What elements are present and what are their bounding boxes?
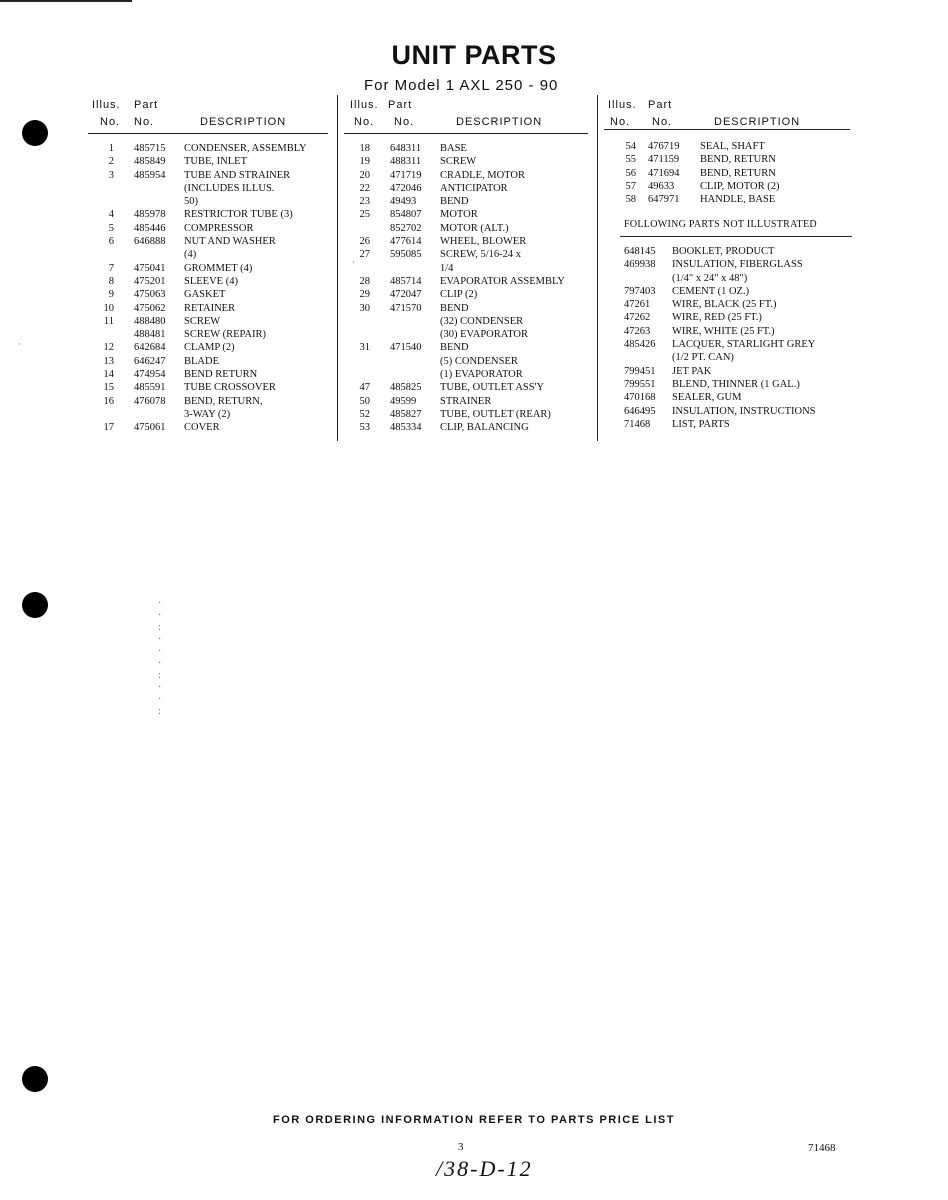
illus-number: 52 xyxy=(359,408,370,420)
table-row xyxy=(344,262,590,275)
part-description: (1) EVAPORATOR xyxy=(440,369,523,381)
part-header: Part xyxy=(388,99,413,111)
table-row xyxy=(88,235,330,248)
part-description: SCREW (REPAIR) xyxy=(184,329,266,341)
part-header: Part xyxy=(134,99,159,111)
part-description: SLEEVE (4) xyxy=(184,275,238,287)
part-number: 485849 xyxy=(134,156,166,168)
header-rule-3 xyxy=(604,129,850,130)
part-description: COVER xyxy=(184,422,220,434)
illus-header: Illus. xyxy=(608,99,637,111)
illus-no-header: No. xyxy=(610,116,631,128)
table-row xyxy=(344,208,590,221)
scan-mark: · xyxy=(18,340,21,349)
part-description: LIST, PARTS xyxy=(672,418,730,430)
illus-number: 50 xyxy=(359,395,370,407)
part-description: CLAMP (2) xyxy=(184,342,235,354)
not-illustrated-list xyxy=(604,245,854,431)
part-description: BEND xyxy=(440,302,469,314)
part-description: NUT AND WASHER xyxy=(184,236,276,248)
illus-number: 5 xyxy=(108,222,114,234)
description-header: DESCRIPTION xyxy=(456,116,543,128)
part-description: TUBE CROSSOVER xyxy=(184,382,276,394)
part-number: 475201 xyxy=(134,275,166,287)
table-row xyxy=(344,142,590,155)
illus-header: Illus. xyxy=(350,99,379,111)
part-number: 71468 xyxy=(624,418,651,430)
part-description: SEAL, SHAFT xyxy=(700,141,765,152)
part-description: BEND xyxy=(440,342,469,354)
part-description: SCREW xyxy=(184,315,221,327)
table-row xyxy=(344,222,590,235)
illus-number: 22 xyxy=(359,182,370,194)
part-description: RETAINER xyxy=(184,302,236,314)
table-row xyxy=(604,140,854,153)
table-row xyxy=(88,182,330,195)
table-row xyxy=(88,169,330,182)
parts-column-1 xyxy=(88,97,330,133)
table-row xyxy=(344,328,590,341)
table-row xyxy=(604,167,854,180)
table-row xyxy=(604,258,854,271)
table-row xyxy=(344,355,590,368)
top-edge-rule xyxy=(0,0,132,2)
part-description: (32) CONDENSER xyxy=(440,315,524,327)
part-number: 646247 xyxy=(134,355,166,367)
part-number: 488481 xyxy=(134,329,166,341)
illus-number: 31 xyxy=(359,342,370,354)
illus-number: 11 xyxy=(103,315,114,327)
part-description: BLADE xyxy=(184,355,219,367)
table-row xyxy=(88,328,330,341)
illus-number: 30 xyxy=(359,302,370,314)
illus-number: 47 xyxy=(359,382,370,394)
page-title: UNIT PARTS xyxy=(391,40,557,70)
illus-number: 6 xyxy=(108,236,114,248)
part-number: 485978 xyxy=(134,209,166,221)
part-no-header: No. xyxy=(394,116,415,128)
illus-number: 15 xyxy=(103,382,114,394)
illus-number: 25 xyxy=(359,209,370,221)
part-description: BEND xyxy=(440,196,469,208)
table-row xyxy=(88,315,330,328)
part-number: 485591 xyxy=(134,382,166,394)
parts-column-2 xyxy=(344,97,590,133)
table-row xyxy=(344,155,590,168)
part-number: 477614 xyxy=(390,236,422,248)
part-description: CLIP (2) xyxy=(440,289,478,301)
illus-number: 2 xyxy=(108,156,114,168)
part-number: 475061 xyxy=(134,422,166,434)
illus-number: 54 xyxy=(625,141,636,152)
part-number: 646888 xyxy=(134,236,166,248)
part-description: BLEND, THINNER (1 GAL.) xyxy=(672,378,800,390)
part-description: WIRE, BLACK (25 FT.) xyxy=(672,299,777,311)
table-row xyxy=(344,275,590,288)
part-number: 47261 xyxy=(624,299,651,311)
part-description: EVAPORATOR ASSEMBLY xyxy=(440,275,565,287)
part-number: 485426 xyxy=(624,339,656,351)
part-number: 595085 xyxy=(390,249,422,261)
table-row xyxy=(604,311,854,324)
illus-number: 26 xyxy=(359,236,370,248)
illus-number: 16 xyxy=(103,395,114,407)
illus-number: 10 xyxy=(103,302,114,314)
column-header xyxy=(344,97,590,133)
part-number: 471540 xyxy=(390,342,422,354)
part-description: CLIP, MOTOR (2) xyxy=(700,180,780,192)
table-row xyxy=(344,408,590,421)
part-number: 642684 xyxy=(134,342,166,354)
illus-number: 23 xyxy=(359,196,370,208)
part-description: TUBE, OUTLET ASS'Y xyxy=(440,382,545,394)
part-number: 471694 xyxy=(648,167,680,179)
column-divider-2 xyxy=(597,95,598,441)
part-number: 799551 xyxy=(624,378,656,390)
parts-list-3 xyxy=(604,140,854,206)
not-illustrated-rule xyxy=(620,236,852,237)
parts-list-1 xyxy=(88,142,330,435)
table-row xyxy=(88,155,330,168)
part-description: (5) CONDENSER xyxy=(440,355,518,367)
part-number: 648311 xyxy=(390,143,422,154)
part-number: 475062 xyxy=(134,302,166,314)
part-description: BASE xyxy=(440,143,467,154)
part-number: 485446 xyxy=(134,222,166,234)
table-row xyxy=(88,395,330,408)
part-description: TUBE AND STRAINER xyxy=(184,169,291,181)
part-description: BOOKLET, PRODUCT xyxy=(672,246,775,257)
part-number: 648145 xyxy=(624,246,656,257)
part-number: 474954 xyxy=(134,369,166,381)
part-number: 797403 xyxy=(624,285,656,297)
part-description: CLIP, BALANCING xyxy=(440,422,529,434)
table-row xyxy=(604,285,854,298)
part-description: INSULATION, INSTRUCTIONS xyxy=(672,405,816,417)
part-number: 488480 xyxy=(134,315,166,327)
illus-number: 53 xyxy=(359,422,370,434)
part-number: 471159 xyxy=(648,154,680,166)
illus-number: 12 xyxy=(103,342,114,354)
part-description: SCREW xyxy=(440,156,477,168)
illus-no-header: No. xyxy=(354,116,375,128)
table-row xyxy=(88,288,330,301)
header-rule-1 xyxy=(88,133,328,134)
part-description: LACQUER, STARLIGHT GREY xyxy=(672,339,816,351)
table-row xyxy=(88,275,330,288)
part-no-header: No. xyxy=(652,116,673,128)
part-description: JET PAK xyxy=(672,365,712,377)
part-description: BEND RETURN xyxy=(184,369,258,381)
table-row xyxy=(604,272,854,285)
part-description: BEND, RETURN xyxy=(700,154,776,166)
table-row xyxy=(604,391,854,404)
part-description: (30) EVAPORATOR xyxy=(440,329,528,341)
description-header: DESCRIPTION xyxy=(714,116,801,128)
part-number: 475041 xyxy=(134,262,166,274)
table-row xyxy=(88,302,330,315)
illus-header: Illus. xyxy=(92,99,121,111)
table-row xyxy=(88,248,330,261)
table-row xyxy=(88,381,330,394)
part-description: 50) xyxy=(184,196,198,208)
part-number: 475063 xyxy=(134,289,166,301)
part-number: 470168 xyxy=(624,392,656,404)
part-number: 488311 xyxy=(390,156,422,168)
table-row xyxy=(604,325,854,338)
table-row xyxy=(88,341,330,354)
part-description: (INCLUDES ILLUS. xyxy=(184,182,275,194)
illus-no-header: No. xyxy=(100,116,121,128)
table-row xyxy=(604,365,854,378)
part-description: BEND, RETURN xyxy=(700,167,776,179)
part-description: WIRE, WHITE (25 FT.) xyxy=(672,325,775,337)
table-row xyxy=(604,298,854,311)
part-number: 647971 xyxy=(648,194,680,206)
table-row xyxy=(604,338,854,351)
part-number: 476719 xyxy=(648,141,680,152)
part-number: 47263 xyxy=(624,325,651,337)
part-description: CEMENT (1 OZ.) xyxy=(672,285,750,297)
part-description: TUBE, INLET xyxy=(184,156,247,168)
table-row xyxy=(344,341,590,354)
part-description: WIRE, RED (25 FT.) xyxy=(672,312,762,324)
table-row xyxy=(88,368,330,381)
table-row xyxy=(88,222,330,235)
part-description: SEALER, GUM xyxy=(672,392,742,404)
illus-number: 27 xyxy=(359,249,370,261)
part-description: GASKET xyxy=(184,289,226,301)
table-row xyxy=(344,169,590,182)
part-number: 469938 xyxy=(624,259,656,271)
header-rule-2 xyxy=(344,133,588,134)
part-number: 485827 xyxy=(390,408,422,420)
part-header: Part xyxy=(648,99,673,111)
illus-number: 8 xyxy=(108,275,114,287)
table-row xyxy=(604,378,854,391)
part-no-header: No. xyxy=(134,116,155,128)
table-row xyxy=(88,208,330,221)
illus-number: 58 xyxy=(625,194,636,206)
table-row xyxy=(88,262,330,275)
part-description: (4) xyxy=(184,249,197,261)
part-number: 485334 xyxy=(390,422,422,434)
part-description: COMPRESSOR xyxy=(184,222,254,234)
part-number: 854807 xyxy=(390,209,422,221)
table-row xyxy=(344,381,590,394)
part-description: 1/4 xyxy=(440,262,454,274)
table-row xyxy=(88,408,330,421)
table-row xyxy=(344,182,590,195)
illus-number: 4 xyxy=(108,209,114,221)
table-row xyxy=(344,288,590,301)
column-divider-1 xyxy=(337,95,338,441)
column-header xyxy=(604,97,854,133)
table-row xyxy=(88,355,330,368)
punch-hole-bottom xyxy=(22,1066,48,1092)
part-number: 852702 xyxy=(390,222,422,234)
table-row xyxy=(344,395,590,408)
table-row xyxy=(344,315,590,328)
part-description: STRAINER xyxy=(440,395,492,407)
part-description: ANTICIPATOR xyxy=(440,182,508,194)
illus-number: 13 xyxy=(103,355,114,367)
parts-column-3 xyxy=(604,97,854,133)
part-number: 485954 xyxy=(134,169,166,181)
table-row xyxy=(344,195,590,208)
part-number: 485714 xyxy=(390,275,422,287)
table-row xyxy=(604,351,854,364)
table-row xyxy=(604,245,854,258)
table-row xyxy=(344,248,590,261)
table-row xyxy=(344,302,590,315)
table-row xyxy=(604,153,854,166)
illus-number: 9 xyxy=(108,289,114,301)
table-row xyxy=(604,193,854,206)
illus-number: 3 xyxy=(108,169,114,181)
table-row xyxy=(344,368,590,381)
illus-number: 14 xyxy=(103,369,114,381)
model-subtitle: For Model 1 AXL 250 - 90 xyxy=(364,77,559,94)
illus-number: 57 xyxy=(625,180,636,192)
part-description: TUBE, OUTLET (REAR) xyxy=(440,408,551,420)
illus-number: 29 xyxy=(359,289,370,301)
table-row xyxy=(344,235,590,248)
part-description: MOTOR (ALT.) xyxy=(440,222,509,234)
column-header xyxy=(88,97,330,133)
part-number: 49493 xyxy=(390,196,417,208)
illus-number: 20 xyxy=(359,169,370,181)
part-description: 3-WAY (2) xyxy=(184,408,231,420)
punch-hole-middle xyxy=(22,592,48,618)
illus-number: 55 xyxy=(625,154,636,166)
illus-number: 7 xyxy=(108,262,114,274)
part-number: 472047 xyxy=(390,289,422,301)
part-description: HANDLE, BASE xyxy=(700,194,776,206)
illus-number: 17 xyxy=(103,422,114,434)
part-description: WHEEL, BLOWER xyxy=(440,236,527,248)
punch-hole-top xyxy=(22,120,48,146)
part-number: 485715 xyxy=(134,143,166,154)
illus-number: 19 xyxy=(359,156,370,168)
table-row xyxy=(88,421,330,434)
part-description: GROMMET (4) xyxy=(184,262,253,274)
part-description: CRADLE, MOTOR xyxy=(440,169,525,181)
part-description: CONDENSER, ASSEMBLY xyxy=(184,143,307,154)
description-header: DESCRIPTION xyxy=(200,116,287,128)
table-row xyxy=(604,405,854,418)
part-description: (1/4" x 24" x 48") xyxy=(672,272,748,284)
part-description: BEND, RETURN, xyxy=(184,395,263,407)
part-description: SCREW, 5/16-24 x xyxy=(440,249,521,261)
part-description: INSULATION, FIBERGLASS xyxy=(672,259,803,271)
illus-number: 56 xyxy=(625,167,636,179)
illus-number: 18 xyxy=(359,143,370,154)
document-number: 71468 xyxy=(808,1142,836,1154)
part-number: 472046 xyxy=(390,182,422,194)
illus-number: 1 xyxy=(108,143,114,154)
table-row xyxy=(604,418,854,431)
handwritten-reference: /38-D-12 xyxy=(436,1156,533,1181)
scan-specks: · · : · · · : · · : xyxy=(158,598,162,717)
not-illustrated-heading: FOLLOWING PARTS NOT ILLUSTRATED xyxy=(624,219,817,230)
table-row xyxy=(88,195,330,208)
ordering-footer: FOR ORDERING INFORMATION REFER TO PARTS PRICE LIST xyxy=(273,1114,675,1126)
part-number: 476078 xyxy=(134,395,166,407)
part-number: 49633 xyxy=(648,180,675,192)
page-number: 3 xyxy=(458,1141,464,1153)
part-number: 485825 xyxy=(390,382,422,394)
scan-mark: · xyxy=(352,258,355,267)
part-number: 799451 xyxy=(624,365,656,377)
part-number: 471719 xyxy=(390,169,422,181)
part-number: 47262 xyxy=(624,312,651,324)
illus-number: 28 xyxy=(359,275,370,287)
part-number: 49599 xyxy=(390,395,417,407)
part-description: (1/2 PT. CAN) xyxy=(672,352,734,364)
part-number: 471570 xyxy=(390,302,422,314)
table-row xyxy=(344,421,590,434)
part-number: 646495 xyxy=(624,405,656,417)
part-description: RESTRICTOR TUBE (3) xyxy=(184,209,293,221)
table-row xyxy=(88,142,330,155)
table-row xyxy=(604,180,854,193)
part-description: MOTOR xyxy=(440,209,478,221)
parts-list-2 xyxy=(344,142,590,435)
